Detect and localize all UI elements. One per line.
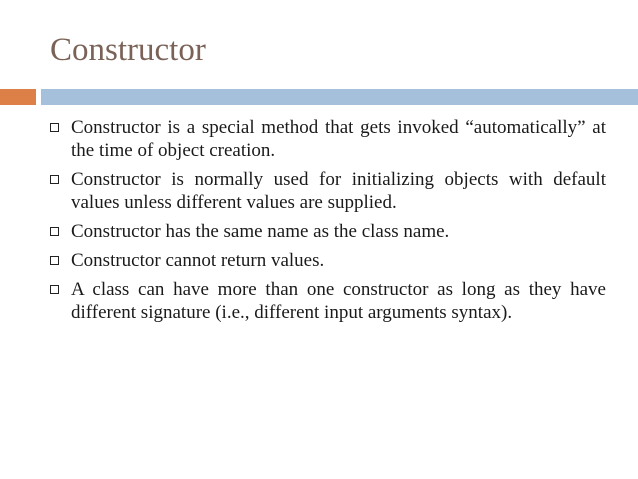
bullet-text: Constructor has the same name as the class name. bbox=[71, 221, 450, 242]
bullet-text: Constructor cannot return values. bbox=[71, 250, 325, 271]
square-bullet-icon bbox=[50, 175, 59, 184]
bullet-item bbox=[48, 168, 606, 214]
bullet-item bbox=[48, 116, 606, 162]
bullet-list bbox=[48, 116, 606, 330]
square-bullet-icon bbox=[50, 285, 59, 294]
accent-bar bbox=[0, 89, 36, 105]
bullet-text: Constructor is normally used for initializing objects with default values unless different values are supplied. bbox=[71, 169, 606, 213]
square-bullet-icon bbox=[50, 123, 59, 132]
square-bullet-icon bbox=[50, 256, 59, 265]
square-bullet-icon bbox=[50, 227, 59, 236]
title-rule-bar bbox=[41, 89, 638, 105]
bullet-item bbox=[48, 278, 606, 324]
bullet-text: A class can have more than one constructor as long as they have different signature (i.e., different input arguments syntax). bbox=[71, 279, 606, 323]
bullet-text: Constructor is a special method that gets invoked “automatically” at the time of object creation. bbox=[71, 117, 606, 161]
bullet-item bbox=[48, 249, 606, 272]
slide-title: Constructor bbox=[50, 32, 206, 68]
bullet-item bbox=[48, 220, 606, 243]
